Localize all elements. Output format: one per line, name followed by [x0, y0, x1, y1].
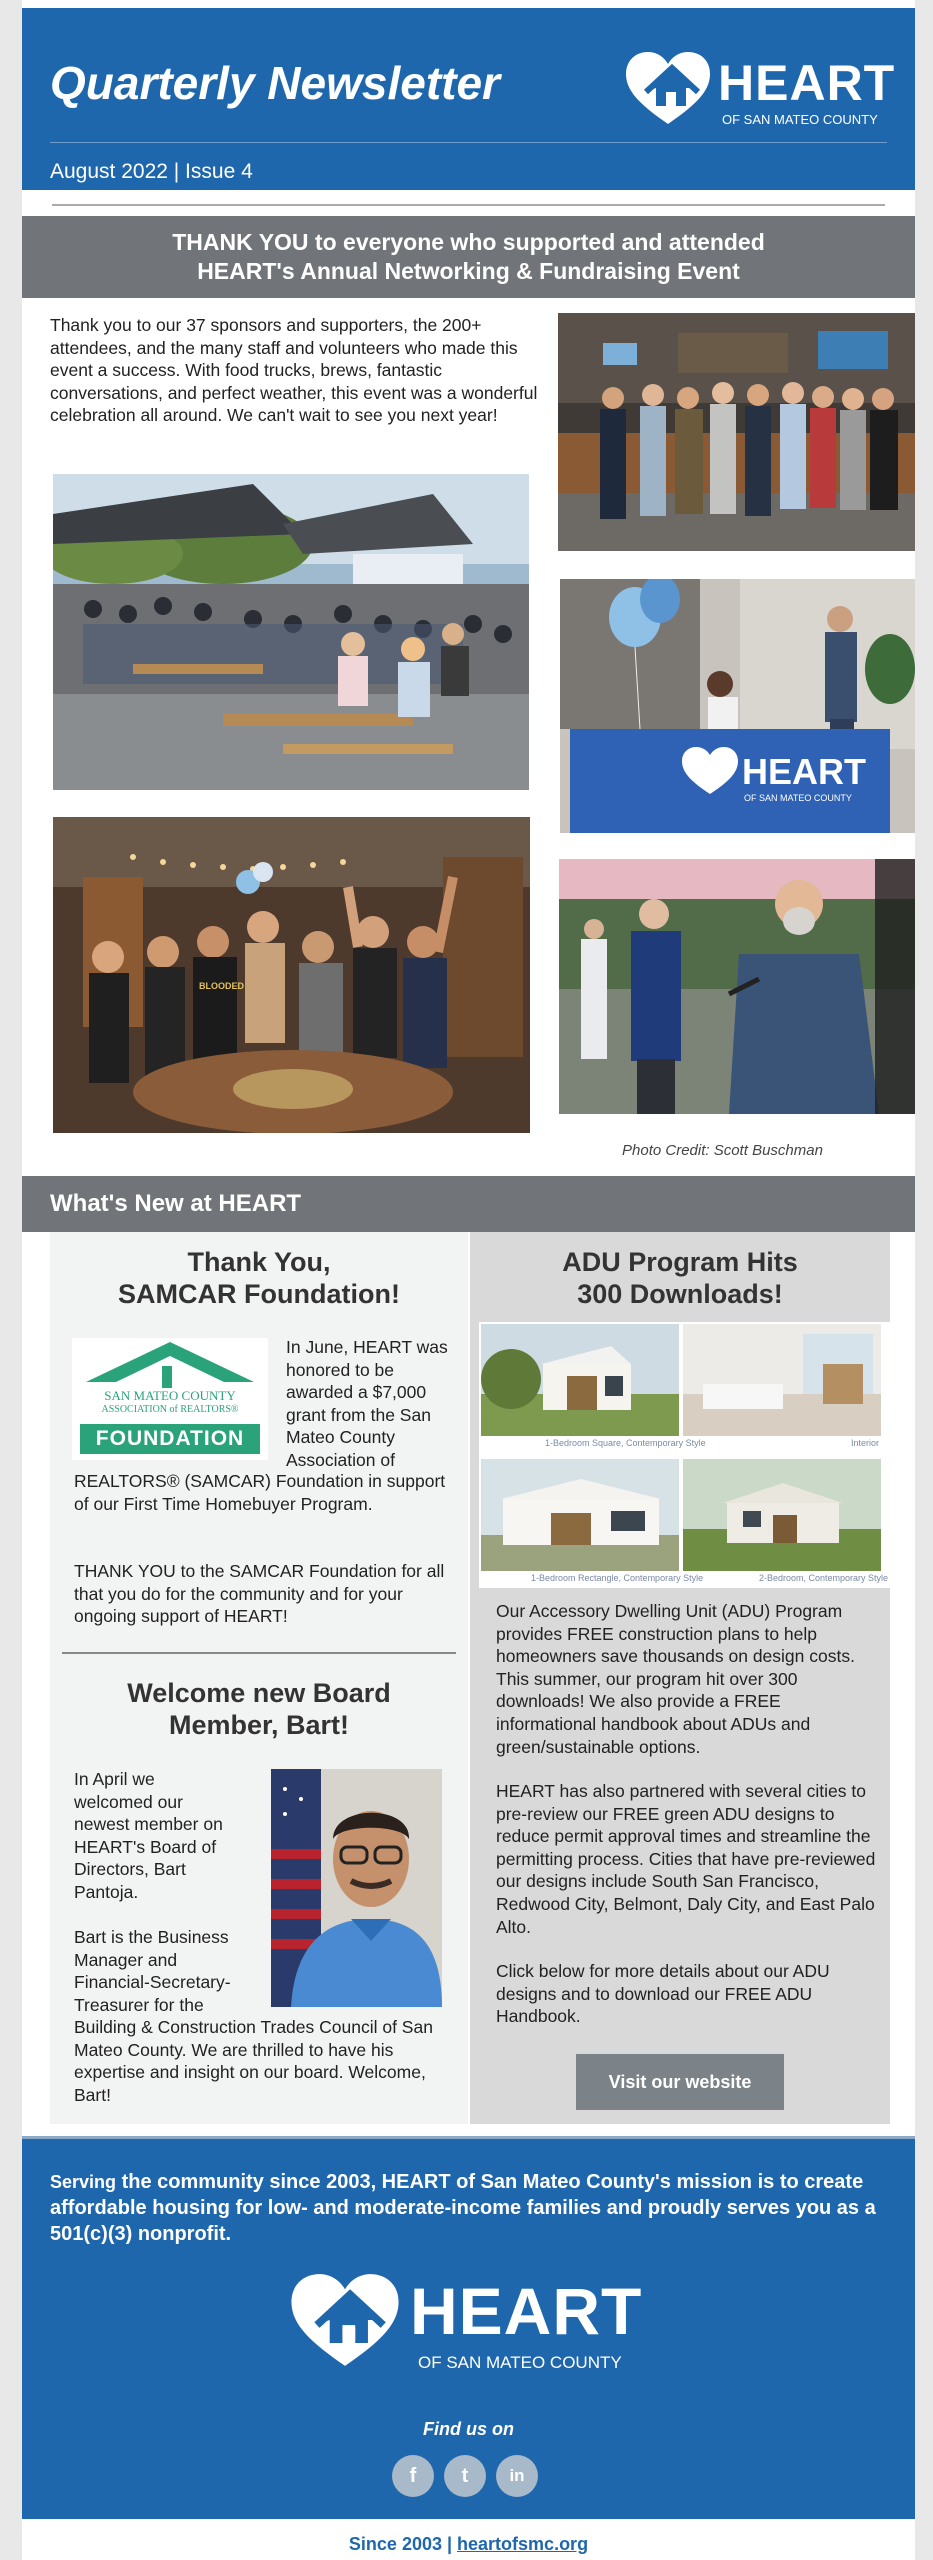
newsletter-page [22, 0, 915, 2560]
samcar-logo-line3: FOUNDATION [80, 1424, 260, 1454]
newsletter-title: Quarterly Newsletter [50, 57, 500, 109]
board-para2-full: Building & Construction Trades Council of San Mateo County. We are thrilled to have his expertise and insight on our board. Welcome, Bart! [74, 2017, 433, 2105]
adu-heading [470, 1246, 890, 1310]
event-photo-group [558, 313, 915, 551]
adu-render-1 [481, 1324, 679, 1436]
since-label: Since 2003 | [348, 2534, 458, 2554]
logo-subtitle: OF SAN MATEO COUNTY [722, 112, 878, 127]
samcar-logo [72, 1338, 268, 1460]
footer [22, 2139, 915, 2519]
whats-new-band [22, 1176, 915, 1232]
table-banner-text: HEART [742, 751, 866, 792]
board-para1: In April we welcomed our newest member on HEART's Board of Directors, Bart Pantoja. [74, 1769, 223, 1902]
event-intro-text: Thank you to our 37 sponsors and supporters, the 200+ attendees, and the many staff and volunteers who made this event a success. With food trucks, brews, fantastic conversations, and perfect weather, this event was a wonderful celebration all around. We can't wait to see you next year! [50, 315, 538, 425]
website-link[interactable]: heartofsmc.org [457, 2534, 589, 2554]
footer-logo-subtitle: OF SAN MATEO COUNTY [418, 2353, 622, 2372]
samcar-heading-line1: Thank You, [187, 1247, 331, 1277]
newsletter-header [22, 8, 915, 190]
adu-para2: HEART has also partnered with several cities to pre-review our FREE green ADU designs to reduce permit approval times and streamline the permitting process. Cities that have pre-reviewed our designs include South San Francisco, Redwood City, Belmont, Daly City, and East Palo Alto. [496, 1781, 876, 1937]
table-banner-sub: OF SAN MATEO COUNTY [744, 793, 852, 803]
samcar-logo-line2: ASSOCIATION of REALTORS® [101, 1404, 239, 1415]
adu-render-3 [481, 1459, 679, 1571]
event-heading-line2: HEART's Annual Networking & Fundraising Event [197, 258, 740, 284]
samcar-heading-line2: SAMCAR Foundation! [118, 1279, 400, 1309]
event-photo-crowd [53, 474, 529, 790]
event-heading-band [22, 216, 915, 298]
adu-caption-2: Interior [851, 1438, 880, 1448]
samcar-heading [50, 1246, 468, 1310]
find-us-label: Find us on [423, 2419, 514, 2439]
board-heading [50, 1677, 468, 1741]
house-heart-icon [622, 48, 714, 128]
board-para2-wrap: Bart is the Business Manager and Financial-Secretary-Treasurer for the [74, 1927, 231, 2015]
board-heading-line2: Member, Bart! [168, 1710, 350, 1740]
footer-heart-logo[interactable] [286, 2269, 666, 2379]
linkedin-icon[interactable]: in [496, 2455, 538, 2497]
header-divider [50, 142, 887, 143]
logo-wordmark: HEART [718, 55, 896, 111]
event-photo-speaker [559, 859, 915, 1114]
event-photo-cheer [53, 817, 530, 1133]
adu-image-grid [479, 1322, 903, 1588]
mission-lead: Serving [50, 2172, 117, 2192]
samcar-logo-line1: SAN MATEO COUNTY [104, 1388, 236, 1403]
header-rule [52, 204, 885, 206]
heart-logo[interactable] [622, 48, 896, 138]
adu-heading-line2: 300 Downloads! [577, 1279, 783, 1309]
issue-label: August 2022 | Issue 4 [50, 160, 253, 183]
since-line [22, 2534, 915, 2555]
event-photo-registration [560, 579, 915, 833]
left-column-divider [62, 1652, 456, 1654]
footer-house-heart-icon [286, 2269, 404, 2371]
board-heading-line1: Welcome new Board [127, 1678, 391, 1708]
adu-heading-line1: ADU Program Hits [562, 1247, 798, 1277]
mission-rest: the community since 2003, HEART of San Mateo County's mission is to create affordable housing for low- and moderate-income families and proudly serves you as a 501(c)(3) nonprofit. [50, 2171, 876, 2245]
adu-caption-4: 2-Bedroom, Contemporary Style [759, 1573, 889, 1583]
samcar-para2: THANK YOU to the SAMCAR Foundation for all that you do for the community and for your ongoing support of HEART! [74, 1561, 445, 1627]
visit-website-button[interactable]: Visit our website [576, 2054, 784, 2110]
adu-para3: Click below for more details about our ADU designs and to download our FREE ADU Handbook. [496, 1961, 830, 2027]
photo-credit: Photo Credit: Scott Buschman [622, 1142, 823, 1159]
event-heading [22, 228, 915, 286]
adu-render-4 [683, 1459, 881, 1571]
mission-statement [50, 2169, 895, 2247]
event-heading-line1: THANK YOU to everyone who supported and attended [172, 229, 765, 255]
adu-caption-1: 1-Bedroom Square, Contemporary Style [545, 1438, 706, 1448]
twitter-icon[interactable]: t [444, 2455, 486, 2497]
whats-new-heading: What's New at HEART [50, 1190, 302, 1217]
adu-render-2 [683, 1324, 881, 1436]
adu-caption-3: 1-Bedroom Rectangle, Contemporary Style [531, 1573, 704, 1583]
samcar-para1-full: REALTORS® (SAMCAR) Foundation in support of our First Time Homebuyer Program. [74, 1471, 446, 1514]
adu-para1: Our Accessory Dwelling Unit (ADU) Program provides FREE construction plans to help homeowners save thousands on design costs. This summer, our program hit over 300 downloads! We also provide a FREE informational handbook about ADUs and green/sustainable options. [496, 1601, 855, 1757]
board-member-photo [271, 1769, 442, 2007]
footer-logo-wordmark: HEART [410, 2274, 643, 2348]
shirt-text: BLOODED [199, 981, 244, 991]
samcar-para1-wrap: In June, HEART was honored to be awarded a $7,000 grant from the San Mateo County Association of [286, 1337, 448, 1470]
facebook-icon[interactable]: f [392, 2455, 434, 2497]
